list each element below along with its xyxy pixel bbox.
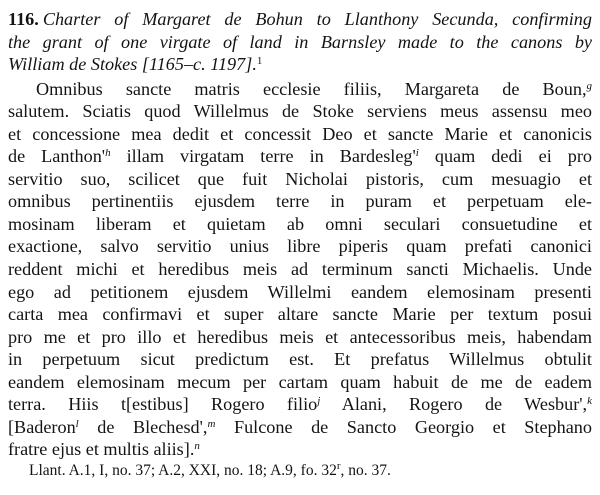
body-line: terra. Hiis t[estibus] Rogero filio$^j$ Alani, Rogero de Wesbur',$^k$: [8, 394, 592, 415]
body-line: in perpetuum sicut predictum est. Et prefatus Willelmus obtulit: [8, 349, 592, 370]
body-line: pro me et pro illo et heredibus meis et antecessoribus meis, habendam: [8, 326, 592, 347]
body-line: servitio suo, scilicet que fuit Nicholai pistoris, cum mesuagio et: [8, 168, 592, 189]
folio-superscript: r: [336, 460, 341, 472]
footnote-ref: g: [586, 79, 592, 92]
body-line: mosinam liberam et quietam ab omni seculari consuetudine et: [8, 213, 592, 234]
body-line: reddent michi et heredibus meis ad terminum sancti Michaelis. Unde: [8, 259, 592, 280]
footnote-ref: m: [207, 417, 216, 430]
footnote-ref: h: [105, 147, 111, 160]
footnote-ref: j: [317, 395, 321, 408]
footnote-ref: i: [415, 147, 419, 160]
footnote-ref: 1: [256, 55, 263, 68]
body-line: et concessione mea dedit et concessit Deo et sancte Marie et canonicis: [8, 123, 592, 144]
document-page: [8, 8, 592, 461]
body-line: fratre ejus et multis aliis].$^n$: [8, 439, 200, 460]
heading-date: 1165–c. 1197: [148, 54, 246, 75]
heading-line: William de Stokes [1165–c. 1197].$^1$: [8, 54, 263, 75]
body-line: eandem elemosinam mecum per cartam quam habuit de me de eadem: [8, 371, 592, 392]
body-line: Omnibus sancte matris ecclesie filiis, Margareta de Boun,$^g$: [36, 78, 592, 99]
heading-line: 116. Charter of Margaret de Bohun to Llanthony Secunda, confirming: [8, 9, 592, 29]
footnote-ref: l: [75, 417, 79, 430]
body-line: carta mea confirmavi et super altare sancte Marie per textum posui: [8, 304, 592, 325]
charter-body: [8, 78, 592, 461]
body-line: ego ad petitionem ejusdem Willelmi eandem elemosinam presenti: [8, 281, 592, 302]
source-citation: Llant. A.1, I, no. 37; A.2, XXI, no. 18; A.9, fo. 32$^r$, no. 37.: [29, 460, 391, 479]
footnote-ref: n: [194, 440, 200, 453]
body-line: salutem. Sciatis quod Willelmus de Stoke serviens meus assensu meo: [8, 101, 592, 122]
footnote-ref: k: [587, 395, 592, 408]
body-line: [Baderon$^l$ de Blechesd',$^m$ Fulcone de Sancto Georgio et Stephano: [8, 416, 592, 437]
heading-line: the grant of one virgate of land in Barnsley made to the canons by: [8, 31, 592, 52]
charter-heading: [8, 8, 592, 76]
charter-number: 116.: [8, 9, 39, 29]
body-line: omnibus pertinentiis ejusdem terre in puram et perpetuam ele-: [8, 191, 592, 212]
body-line: exactione, salvo servitio unius libre piperis quam prefati canonici: [8, 236, 592, 257]
body-line: de $Lanthon'^h$ illam virgatam terre in $Bardesleg'^i$ quam dedi ei pro: [8, 146, 592, 167]
